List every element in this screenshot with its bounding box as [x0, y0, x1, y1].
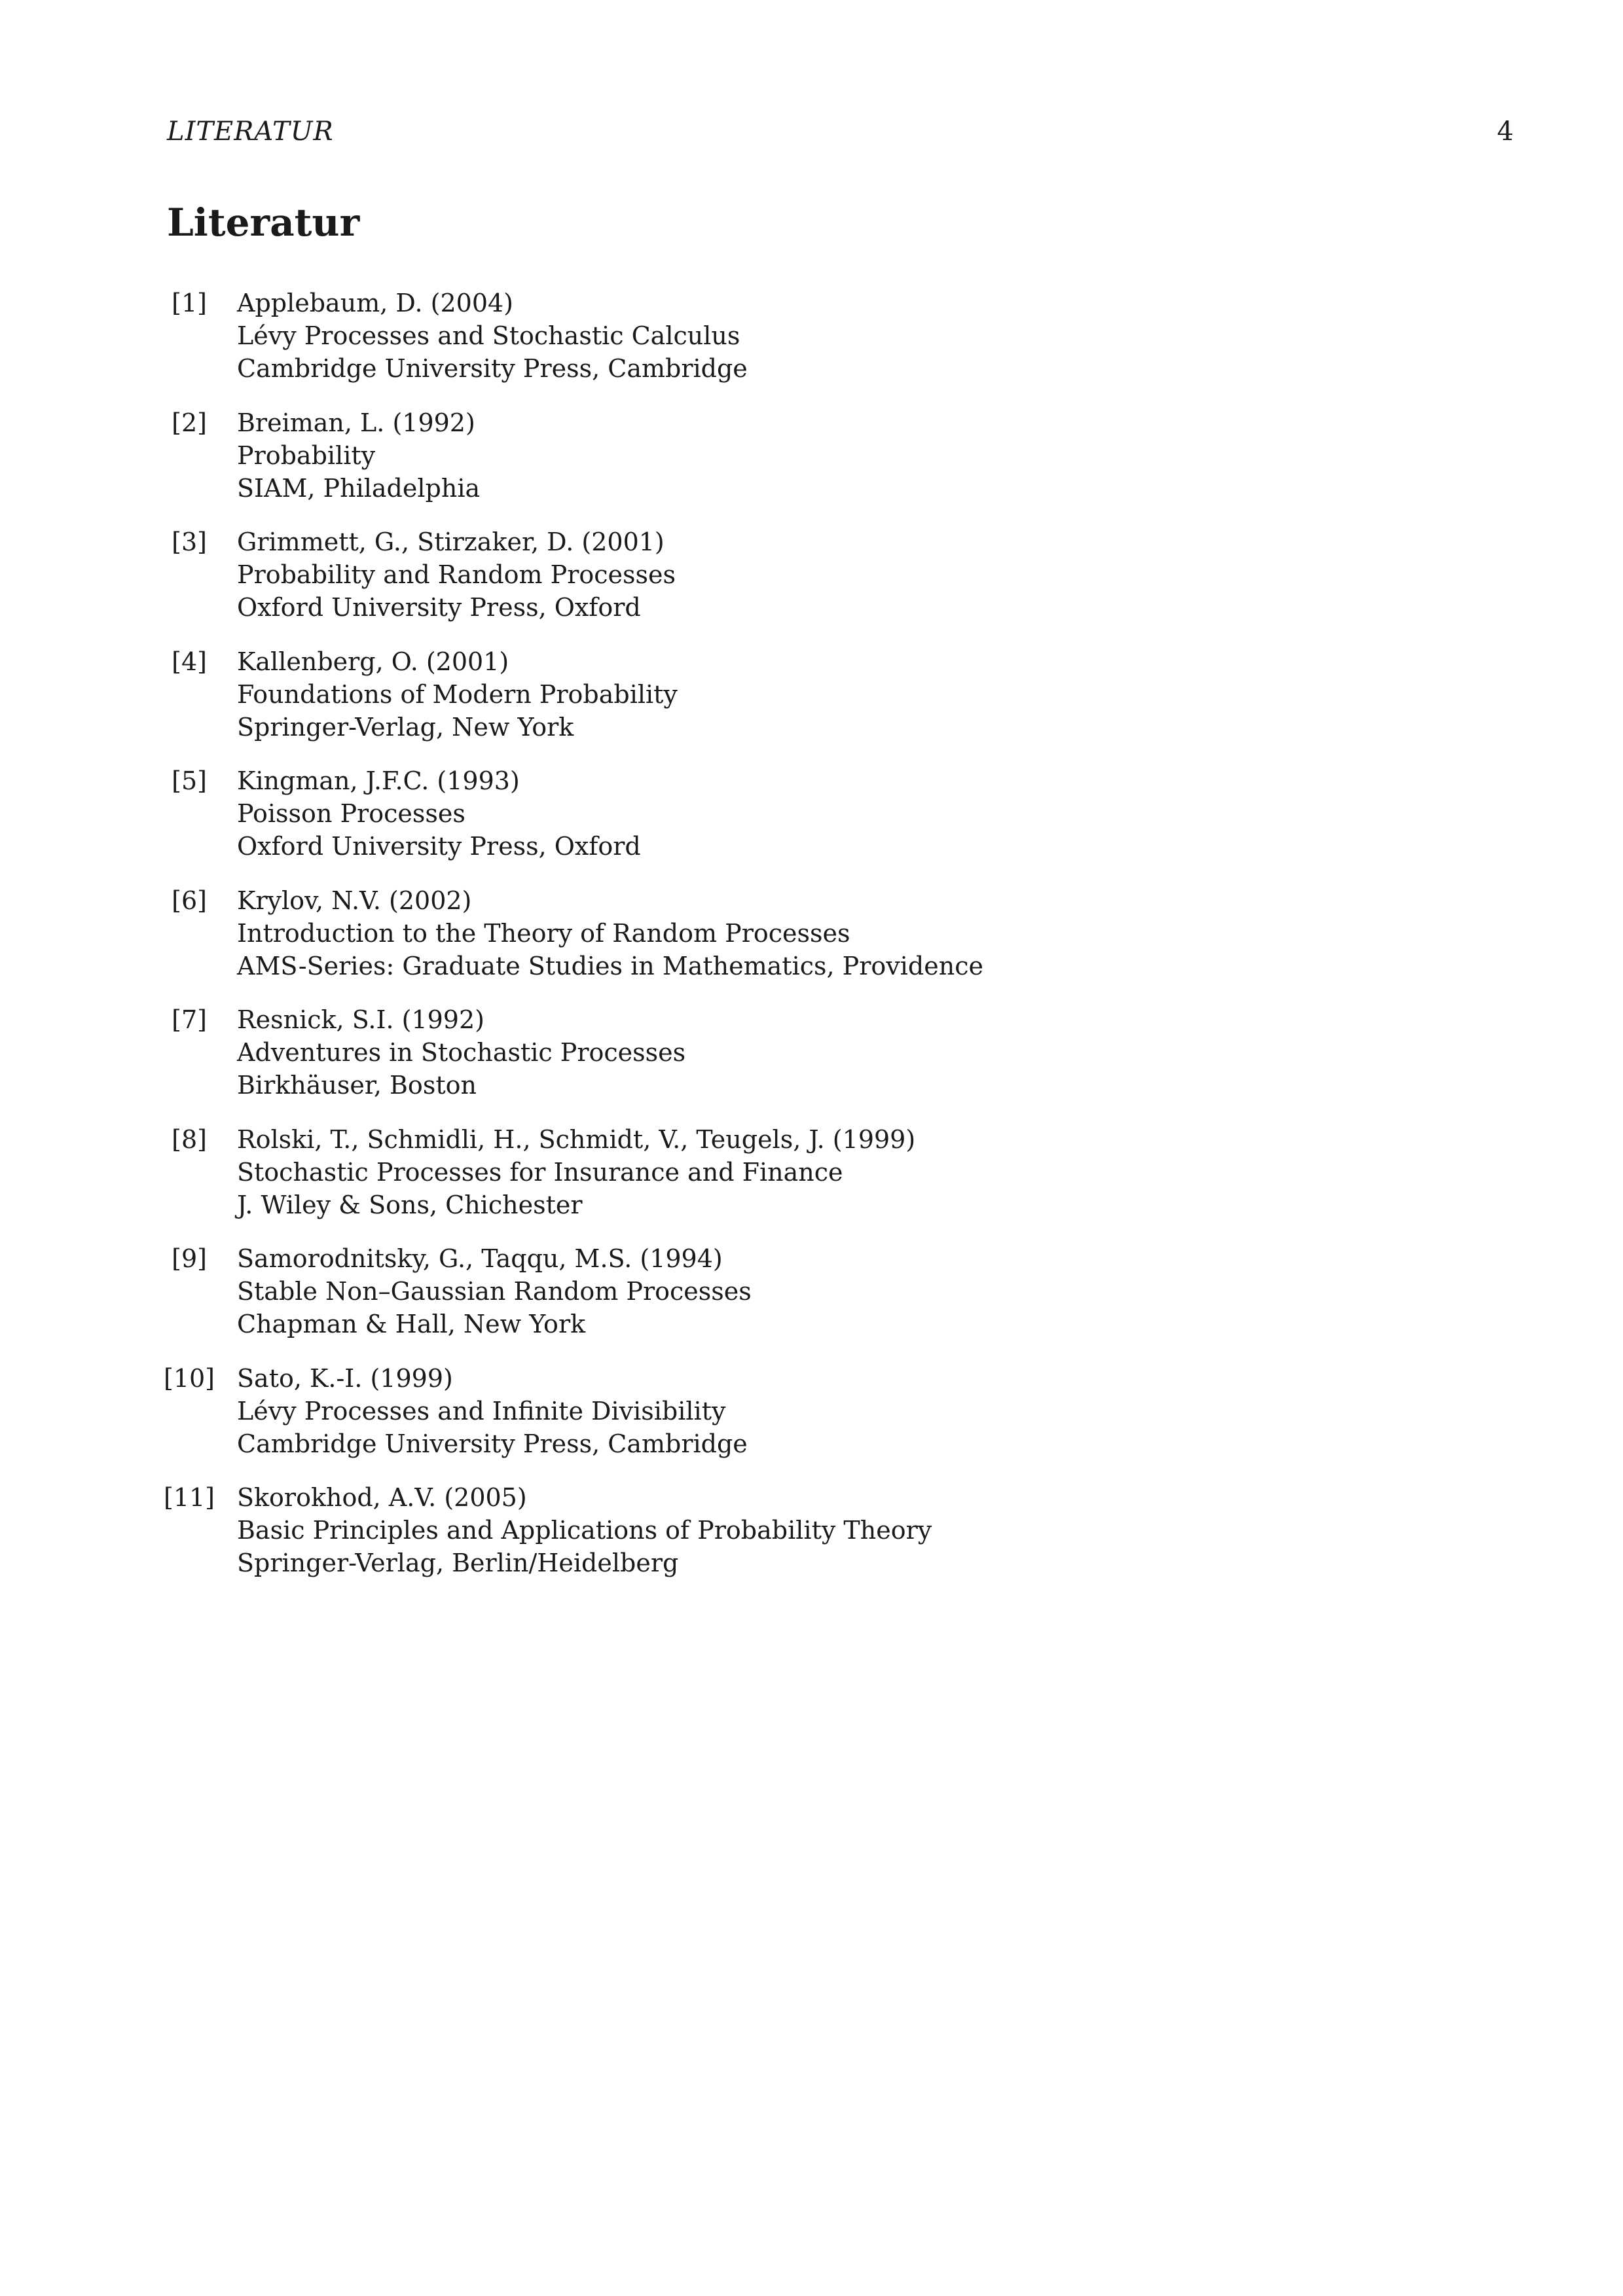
reference-title: Lévy Processes and Stochastic Calculus [237, 321, 740, 350]
reference-author-year: Grimmett, G., Stirzaker, D. (2001) [237, 528, 665, 556]
reference-entry [164, 645, 1277, 765]
reference-author-year: Krylov, N.V. (2002) [237, 886, 472, 915]
reference-publisher: AMS-Series: Graduate Studies in Mathematics, Providence [237, 951, 983, 980]
reference-entry [164, 406, 1277, 526]
running-header [167, 115, 1514, 148]
reference-entry [164, 764, 1277, 884]
reference-title: Stochastic Processes for Insurance and Finance [237, 1157, 843, 1187]
reference-label: [7] [172, 1005, 207, 1034]
reference-label: [8] [172, 1124, 207, 1154]
reference-label: [2] [172, 408, 207, 437]
reference-publisher: Springer-Verlag, Berlin/Heidelberg [237, 1549, 679, 1577]
running-title: LITERATUR [167, 117, 334, 147]
reference-publisher: Cambridge University Press, Cambridge [237, 354, 748, 383]
reference-author-year: Skorokhod, A.V. (2005) [237, 1483, 527, 1512]
reference-label: [11] [164, 1483, 215, 1512]
reference-label: [5] [172, 766, 207, 795]
reference-author-year: Resnick, S.I. (1992) [237, 1005, 484, 1034]
reference-entry [164, 287, 1277, 406]
reference-publisher: Chapman & Hall, New York [237, 1310, 586, 1338]
reference-title: Basic Principles and Applications of Probability Theory [237, 1516, 932, 1545]
reference-entry [164, 1362, 1277, 1482]
reference-label: [1] [172, 289, 207, 317]
section-title: Literatur [167, 200, 360, 245]
reference-publisher: Cambridge University Press, Cambridge [237, 1429, 748, 1458]
reference-author-year: Applebaum, D. (2004) [237, 289, 514, 317]
reference-author-year: Breiman, L. (1992) [237, 408, 475, 437]
reference-entry [164, 1242, 1277, 1362]
reference-publisher: Birkhäuser, Boston [237, 1071, 477, 1100]
reference-author-year: Rolski, T., Schmidli, H., Schmidt, V., Teugels, J. (1999) [237, 1124, 916, 1154]
reference-publisher: SIAM, Philadelphia [237, 473, 481, 503]
reference-publisher: J. Wiley & Sons, Chichester [237, 1190, 583, 1219]
reference-label: [3] [172, 528, 207, 556]
reference-title: Stable Non–Gaussian Random Processes [237, 1277, 752, 1306]
reference-title: Foundations of Modern Probability [237, 679, 678, 709]
reference-publisher: Springer-Verlag, New York [237, 712, 574, 742]
reference-list [164, 287, 1277, 1601]
reference-title: Poisson Processes [237, 799, 465, 828]
reference-publisher: Oxford University Press, Oxford [237, 832, 641, 861]
reference-label: [6] [172, 886, 207, 915]
reference-entry [164, 884, 1277, 1004]
reference-title: Adventures in Stochastic Processes [237, 1038, 686, 1067]
reference-label: [9] [172, 1244, 207, 1273]
reference-entry [164, 1481, 1277, 1601]
page-number: 4 [1497, 117, 1514, 147]
reference-author-year: Kingman, J.F.C. (1993) [237, 766, 520, 795]
reference-publisher: Oxford University Press, Oxford [237, 593, 641, 622]
reference-author-year: Samorodnitsky, G., Taqqu, M.S. (1994) [237, 1244, 723, 1273]
reference-entry [164, 526, 1277, 645]
reference-entry [164, 1003, 1277, 1123]
reference-title: Introduction to the Theory of Random Processes [237, 918, 850, 948]
reference-author-year: Sato, K.-I. (1999) [237, 1363, 453, 1393]
reference-title: Probability and Random Processes [237, 560, 676, 589]
reference-label: [10] [164, 1363, 215, 1393]
reference-author-year: Kallenberg, O. (2001) [237, 647, 509, 676]
reference-label: [4] [172, 647, 207, 676]
reference-title: Probability [237, 440, 376, 470]
reference-entry [164, 1123, 1277, 1243]
reference-title: Lévy Processes and Infinite Divisibility [237, 1396, 726, 1426]
